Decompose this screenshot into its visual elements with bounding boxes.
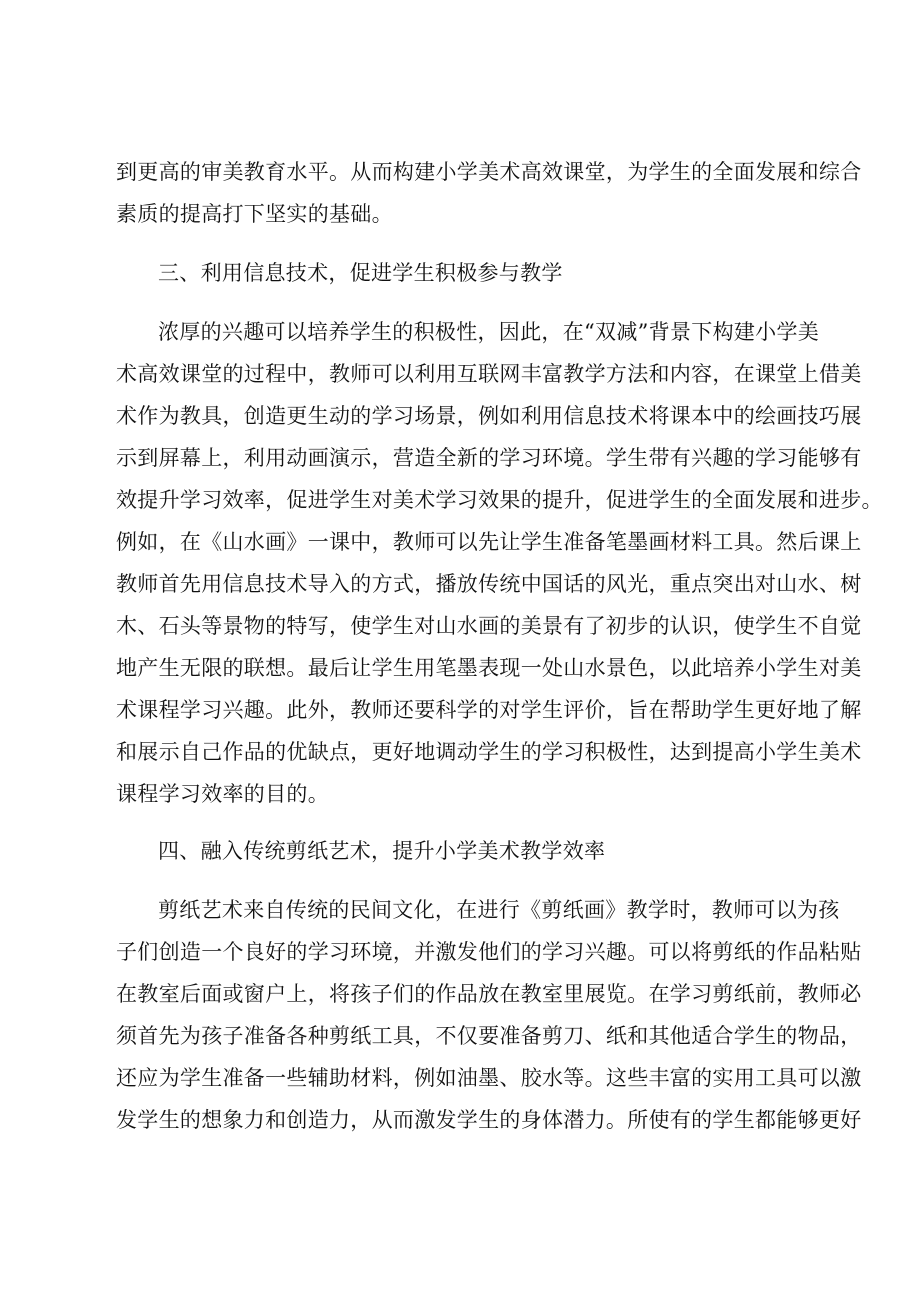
text-line: 在教室后面或窗户上，将孩子们的作品放在教室里展览。在学习剪纸前，教师必 [116,982,862,1006]
text-line: 和展示自己作品的优缺点，更好地调动学生的学习积极性，达到提高小学生美术 [116,740,862,764]
text-line: 术课程学习兴趣。此外，教师还要科学的对学生评价，旨在帮助学生更好地了解 [116,698,862,722]
text-line: 地产生无限的联想。最后让学生用笔墨表现一处山水景色，以此培养小学生对美 [116,656,862,680]
text-line: 课程学习效率的目的。 [116,782,329,806]
text-line: 术作为教具，创造更生动的学习场景，例如利用信息技术将课本中的绘画技巧展 [116,404,862,428]
text-line: 浓厚的兴趣可以培养学生的积极性，因此，在“双减”背景下构建小学美 [158,320,820,344]
text-line: 子们创造一个良好的学习环境，并激发他们的学习兴趣。可以将剪纸的作品粘贴 [116,940,862,964]
text-line: 木、石头等景物的特写，使学生对山水画的美景有了初步的认识，使学生不自觉 [116,614,862,638]
text-line: 剪纸艺术来自传统的民间文化，在进行《剪纸画》教学时，教师可以为孩 [158,898,840,922]
text-line: 示到屏幕上，利用动画演示，营造全新的学习环境。学生带有兴趣的学习能够有 [116,446,862,470]
text-line: 效提升学习效率，促进学生对美术学习效果的提升，促进学生的全面发展和进步。 [116,488,883,512]
text-line: 术高效课堂的过程中，教师可以利用互联网丰富教学方法和内容，在课堂上借美 [116,362,862,386]
text-line: 例如，在《山水画》一课中，教师可以先让学生准备笔墨画材料工具。然后课上 [116,530,862,554]
text-line: 素质的提高打下坚实的基础。 [116,202,393,226]
text-line: 须首先为孩子准备各种剪纸工具，不仅要准备剪刀、纸和其他适合学生的物品， [116,1024,862,1048]
text-line: 发学生的想象力和创造力，从而激发学生的身体潜力。所使有的学生都能够更好 [116,1108,862,1132]
text-line: 教师首先用信息技术导入的方式，播放传统中国话的风光，重点突出对山水、树 [116,572,862,596]
text-line: 到更高的审美教育水平。从而构建小学美术高效课堂，为学生的全面发展和综合 [116,160,862,184]
text-line: 还应为学生准备一些辅助材料，例如油墨、胶水等。这些丰富的实用工具可以激 [116,1066,862,1090]
section-heading: 三、利用信息技术，促进学生积极参与教学 [158,261,563,285]
section-heading: 四、融入传统剪纸艺术，提升小学美术教学效率 [158,839,606,863]
